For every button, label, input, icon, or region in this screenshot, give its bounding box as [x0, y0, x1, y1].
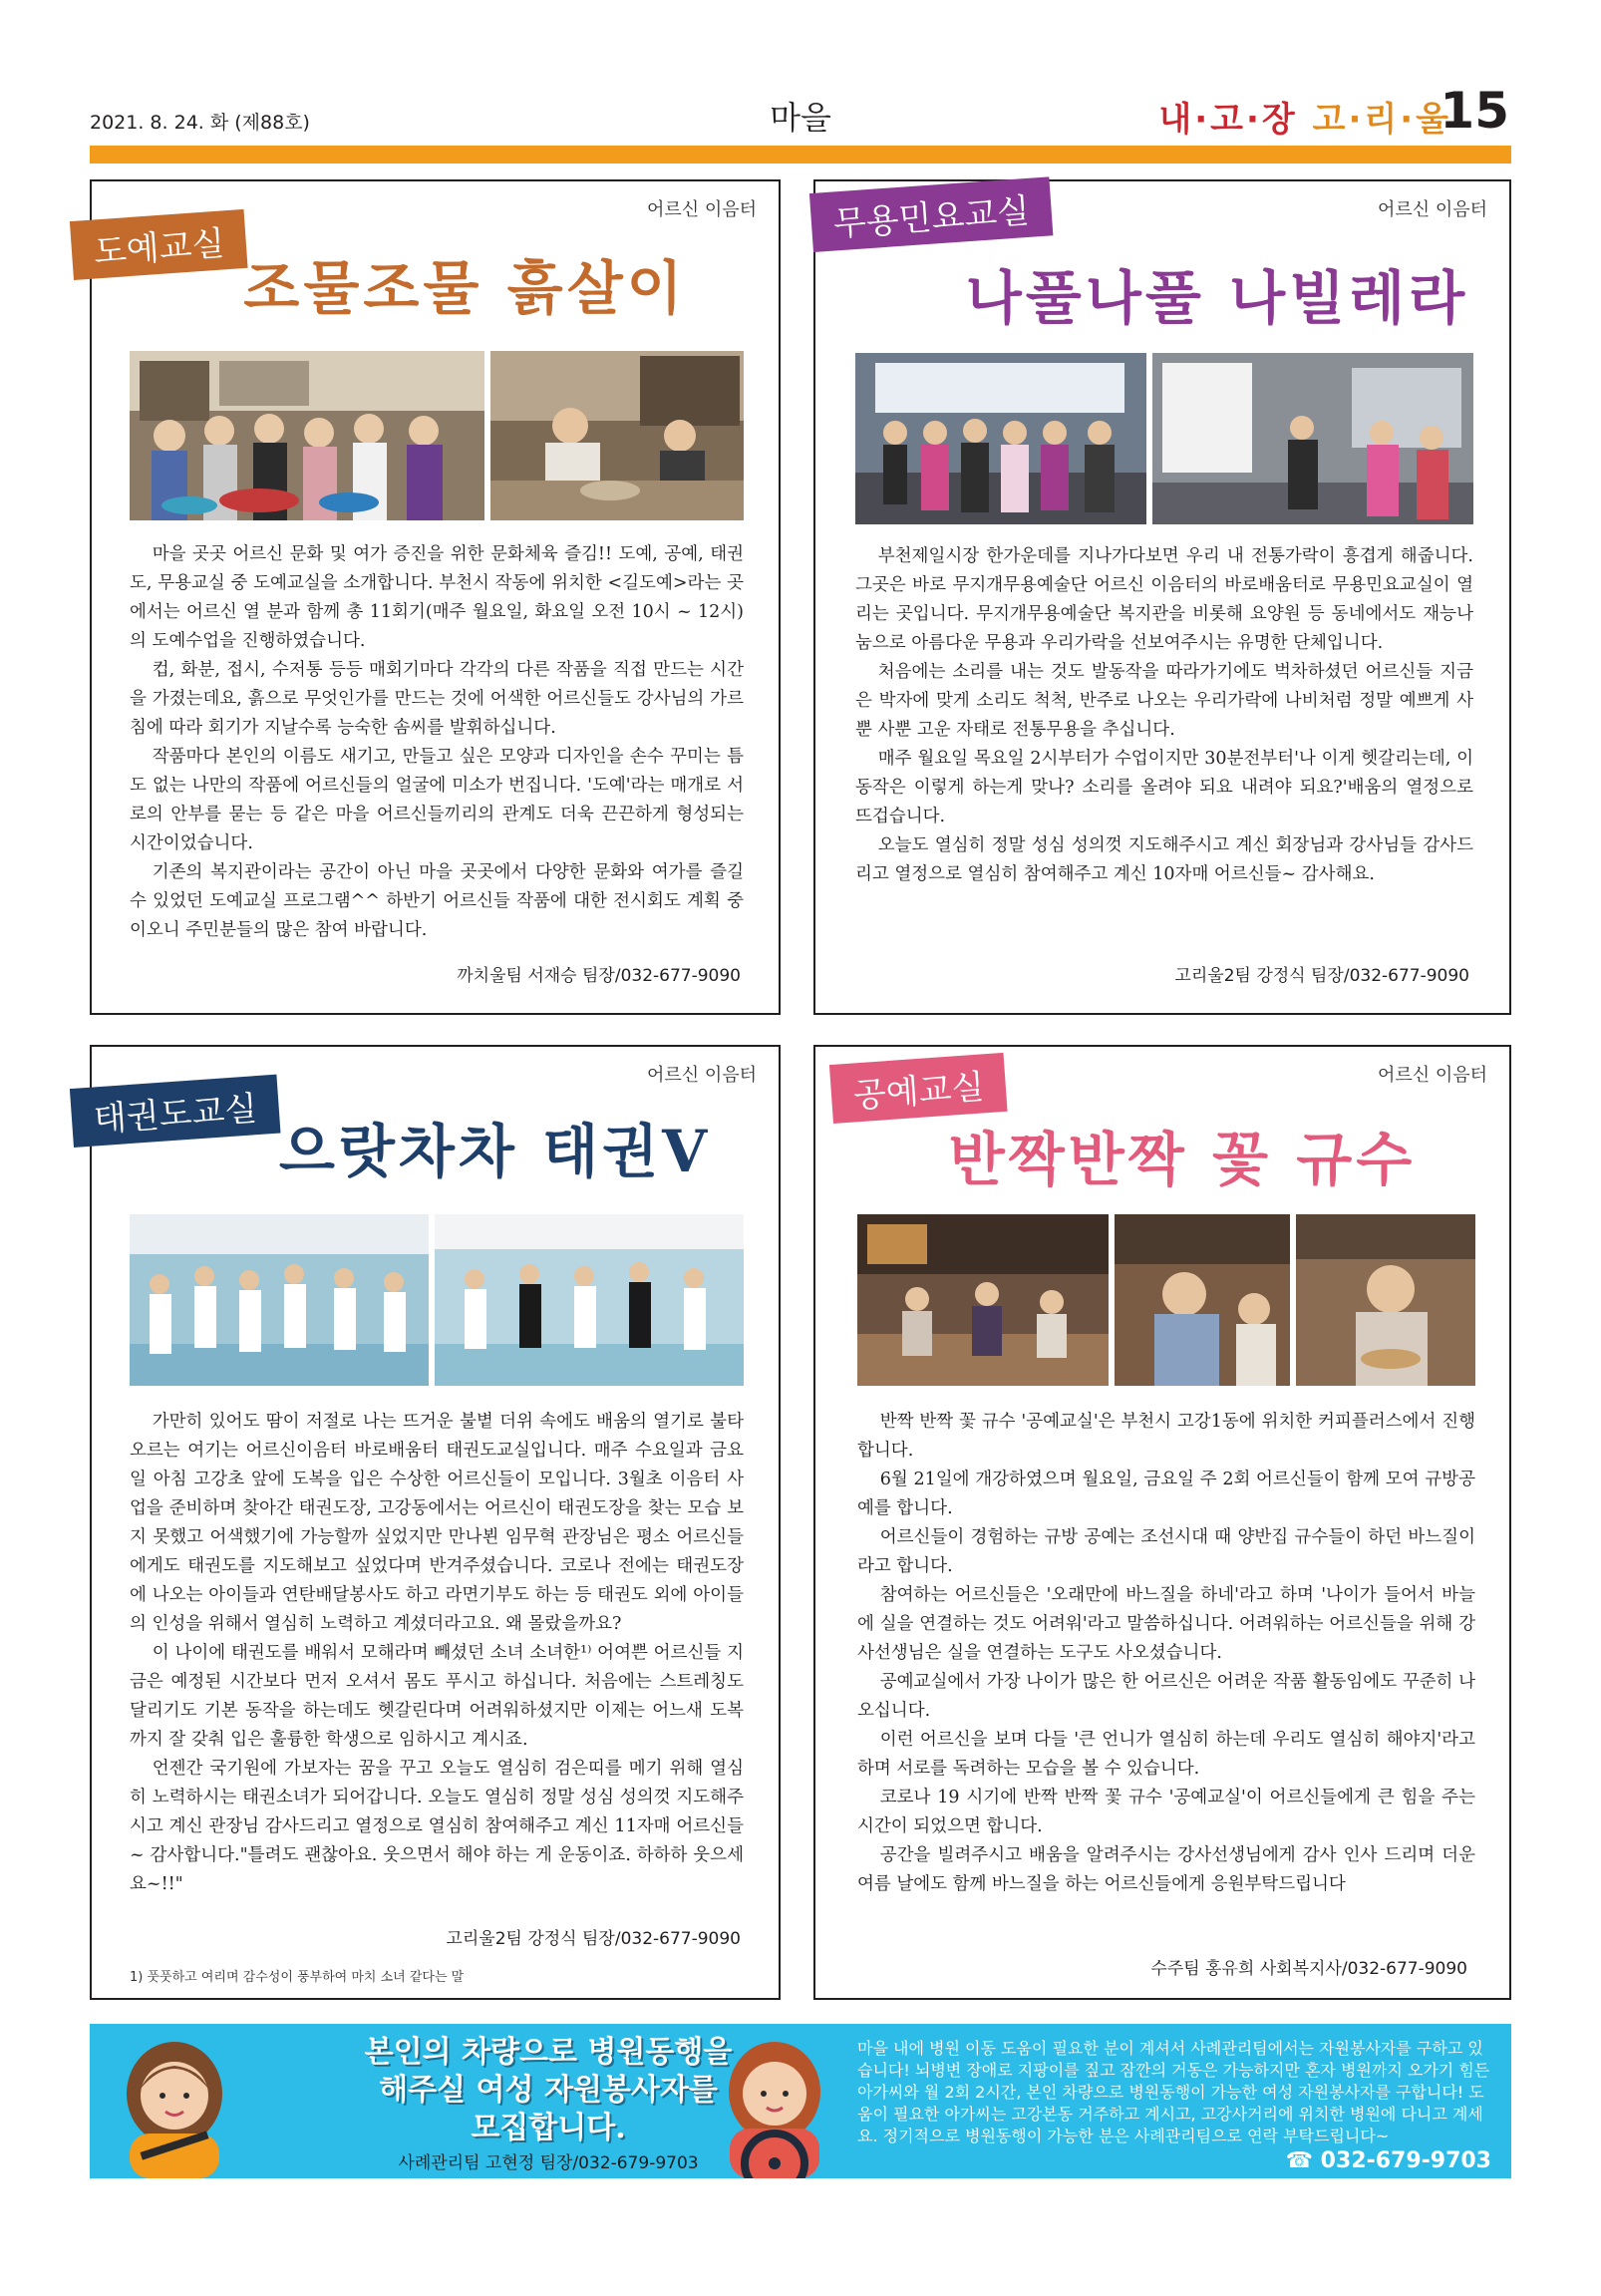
volunteer-woman-illustration-left	[100, 2034, 249, 2178]
article-tag: 도예교실	[70, 209, 248, 280]
photo-crafts-cafe	[857, 1214, 1109, 1386]
article-signature: 고리울2팀 강정식 팀장/032-677-9090	[1174, 966, 1469, 986]
banner-phone: ☎ 032-679-9703	[1285, 2148, 1491, 2173]
photo-crafts-sewing	[1115, 1214, 1290, 1386]
brand-part-2: 고·리·울	[1312, 100, 1451, 140]
page-number: 15	[1440, 82, 1509, 140]
article-paragraph: 가만히 있어도 땀이 저절로 나는 뜨거운 불볕 더위 속에도 배움의 열기로 불타오르는 여기는 어르신이음터 바로배움터 태권도교실입니다. 매주 수요일과 금요일 아침 고강초 앞에 도복을 입은 수상한 어르신들이 모입니다. 3월초 이음터 사업을 준비하며 찾아간 태권도장, 고강동에서는 어르신이 태권도장을 찾는 모습 보지 못했고 어색했기에 가능할까 싶었지만 만나뵌 임무혁 관장님은 평소 어르신들에게도 태권도를 지도해보고 싶었다며 반겨주셨습니다. 코로나 전에는 태권도장에 나오는 아이들과 연탄배달봉사도 하고 라면기부도 하는 등 태권도 외에 아이들의 인성을 위해서 열심히 노력하고 계셨더라고요. 왜 몰랐을까요?	[130, 1412, 744, 1634]
header-rule	[90, 146, 1511, 164]
article-tag: 공예교실	[829, 1053, 1008, 1124]
article-crafts	[813, 1045, 1511, 2000]
article-corner-label: 어르신 이음터	[646, 199, 757, 220]
article-signature: 고리울2팀 강정식 팀장/032-677-9090	[446, 1929, 741, 1949]
photo-pottery-work	[490, 351, 744, 520]
article-corner-label: 어르신 이음터	[1377, 199, 1487, 220]
article-paragraph: 기존의 복지관이라는 공간이 아닌 마을 곳곳에서 다양한 문화와 여가를 즐길 수 있었던 도예교실 프로그램^^ 하반기 어르신들 작품에 대한 전시회도 계획 중이오니 주민분들의 많은 참여 바랍니다.	[130, 862, 744, 940]
brand-logo	[1158, 92, 1451, 141]
article-photos	[130, 1214, 744, 1386]
article-body	[130, 1408, 744, 1899]
banner-headline-line: 본인의 차량으로 병원동행을	[364, 2035, 733, 2070]
article-corner-label: 어르신 이음터	[1377, 1065, 1487, 1086]
banner-contact: 사례관리팀 고현정 팀장/032-679-9703	[398, 2153, 699, 2173]
issue-date: 2021. 8. 24. 화 (제88호)	[90, 112, 310, 134]
article-signature: 수주팀 홍유희 사회복지사/032-677-9090	[1150, 1959, 1467, 1979]
photo-crafts-needlework	[1296, 1214, 1475, 1386]
article-paragraph: 참여하는 어르신들은 '오래만에 바느질을 하네'라고 하며 '나이가 들어서 바늘에 실을 연결하는 것도 어려워'라고 말씀하십니다. 어려워하는 어르신들을 위해 강사선생님은 실을 연결하는 도구도 사오셨습니다.	[857, 1585, 1475, 1663]
article-photos	[130, 351, 744, 520]
article-paragraph: 처음에는 소리를 내는 것도 발동작을 따라가기에도 벅차하셨던 어르신들 지금은 박자에 맞게 소리도 척척, 반주로 나오는 우리가락에 나비처럼 정말 예쁘게 사뿐 사뿐 고운 자태로 전통무용을 추십니다.	[855, 662, 1473, 740]
article-title: 나풀나풀 나빌레라	[965, 264, 1469, 332]
article-footnote: 1) 풋풋하고 여리며 감수성이 풍부하여 마치 소녀 같다는 말	[130, 1970, 465, 1985]
banner-headline-line: 해주실 여성 자원봉사자를	[379, 2073, 718, 2108]
article-dance	[813, 179, 1511, 1015]
article-paragraph: 컵, 화분, 접시, 수저통 등등 매회기마다 각각의 다른 작품을 직접 만드는 시간을 가졌는데요, 흙으로 무엇인가를 만드는 것에 어색한 어르신들도 강사님의 가르침에 따라 회기가 지날수록 능숙한 솜씨를 발휘하십니다.	[130, 660, 744, 738]
article-paragraph: 이 나이에 태권도를 배워서 모해라며 빼셨던 소녀 소녀한¹⁾ 어여쁜 어르신들 지금은 예정된 시간보다 먼저 오셔서 몸도 푸시고 하십니다. 처음에는 스트레칭도 달리기도 기본 동작을 하는데도 헷갈린다며 어려워하셨지만 이제는 어느새 도복까지 잘 갖춰 입은 훌륭한 학생으로 임하시고 계시죠.	[130, 1643, 744, 1750]
article-paragraph: 이런 어르신을 보며 다들 '큰 언니가 열심히 하는데 우리도 열심히 해야지'라고 하며 서로를 독려하는 모습을 볼 수 있습니다.	[857, 1730, 1475, 1779]
article-title: 조물조물 흙살이	[243, 254, 687, 322]
banner-description: 마을 내에 병원 이동 도움이 필요한 분이 계셔서 사례관리팀에서는 자원봉사자를 구하고 있습니다! 뇌병변 장애로 지팡이를 짚고 잠깐의 거동은 가능하지만 혼자 병원까지 오가기 힘든 아가씨와 월 2회 2시간, 본인 차량으로 병원동행이 가능한 여성 자원봉사자를 구합니다! 도움이 필요한 아가씨는 고강본동 거주하고 계시고, 고강사거리에 위치한 병원에 다니고 계세요. 정기적으로 병원동행이 가능한 분은 사례관리팀으로 연락 부탁드립니다~	[857, 2039, 1490, 2145]
article-photos	[857, 1214, 1475, 1386]
article-tag: 무용민요교실	[809, 176, 1054, 252]
article-body	[855, 542, 1473, 889]
article-paragraph: 언젠간 국기원에 가보자는 꿈을 꾸고 오늘도 열심히 검은띠를 메기 위해 열심히 노력하시는 태권소녀가 되어갑니다. 오늘도 열심히 정말 성심 성의껏 지도해주시고 계신 관장님 감사드리고 열정으로 열심히 참여해주고 계신 11자매 어르신들~ 감사합니다."틀려도 괜찮아요. 웃으면서 해야 하는 게 운동이죠. 하하하 웃으세요~!!"	[130, 1759, 744, 1894]
volunteer-driver-illustration-right	[700, 2034, 849, 2178]
article-signature: 까치울팀 서재승 팀장/032-677-9090	[457, 966, 741, 986]
article-paragraph: 작품마다 본인의 이름도 새기고, 만들고 싶은 모양과 디자인을 손수 꾸미는 틈도 없는 나만의 작품에 어르신들의 얼굴에 미소가 번집니다. '도예'라는 매개로 서로의 안부를 묻는 등 같은 마을 어르신들끼리의 관계도 더욱 끈끈하게 형성되는 시간이었습니다.	[130, 747, 744, 853]
article-paragraph: 공예교실에서 가장 나이가 많은 한 어르신은 어려운 작품 활동임에도 꾸준히 나오십니다.	[857, 1672, 1475, 1721]
photo-taekwondo-class	[435, 1214, 744, 1386]
article-paragraph: 부천제일시장 한가운데를 지나가다보면 우리 내 전통가락이 흥겹게 해줍니다. 그곳은 바로 무지개무용예술단 어르신 이음터의 바로배움터로 무용민요교실이 열리는 곳입니다. 무지개무용예술단 복지관을 비롯해 요양원 등 동네에서도 재능나눔으로 아름다운 무용과 우리가락을 선보여주시는 유명한 단체입니다.	[855, 546, 1473, 653]
volunteer-banner	[90, 2024, 1511, 2178]
article-paragraph: 6월 21일에 개강하였으며 월요일, 금요일 주 2회 어르신들이 함께 모여 규방공예를 합니다.	[857, 1470, 1475, 1518]
section-title: 마을	[770, 99, 831, 137]
article-paragraph: 마을 곳곳 어르신 문화 및 여가 증진을 위한 문화체육 즐김!! 도예, 공예, 태권도, 무용교실 중 도예교실을 소개합니다. 부천시 작동에 위치한 <길도예>라는 곳에서는 어르신 열 분과 함께 총 11회기(매주 월요일, 화요일 오전 10시 ~ 12시)의 도예수업을 진행하였습니다.	[130, 544, 744, 651]
photo-taekwondo-practice	[130, 1214, 429, 1386]
article-paragraph: 공간을 빌려주시고 배움을 알려주시는 강사선생님에게 감사 인사 드리며 더운 여름 날에도 함께 바느질을 하는 어르신들에게 응원부탁드립니다	[857, 1845, 1475, 1894]
article-body	[857, 1408, 1475, 1899]
article-taekwondo	[90, 1045, 781, 2000]
article-paragraph: 오늘도 열심히 정말 성심 성의껏 지도해주시고 계신 회장님과 강사님들 감사드리고 열정으로 열심히 참여해주고 계신 10자매 어르신들~ 감사해요.	[855, 835, 1473, 884]
banner-headline-line: 모집합니다.	[471, 2111, 626, 2145]
article-pottery	[90, 179, 781, 1015]
photo-dance-group	[855, 353, 1146, 524]
article-paragraph: 매주 월요일 목요일 2시부터가 수업이지만 30분전부터'나 이게 헷갈리는데, 이 동작은 이렇게 하는게 맞나? 소리를 올려야 되요 내려야 되요?'배움의 열정으로 뜨겁습니다.	[855, 749, 1473, 826]
brand-part-1: 내·고·장	[1158, 100, 1298, 140]
article-title: 반짝반짝 꽃 규수	[948, 1126, 1417, 1193]
article-tag: 태권도교실	[70, 1075, 281, 1148]
photo-dance-performance	[1152, 353, 1473, 524]
article-paragraph: 코로나 19 시기에 반짝 반짝 꽃 규수 '공예교실'이 어르신들에게 큰 힘을 주는 시간이 되었으면 합니다.	[857, 1788, 1475, 1836]
article-body	[130, 540, 744, 945]
article-paragraph: 반짝 반짝 꽃 규수 '공예교실'은 부천시 고강1동에 위치한 커피플러스에서 진행합니다.	[857, 1412, 1475, 1461]
article-photos	[855, 353, 1473, 524]
photo-pottery-group	[130, 351, 484, 520]
article-paragraph: 어르신들이 경험하는 규방 공예는 조선시대 때 양반집 규수들이 하던 바느질이라고 합니다.	[857, 1527, 1475, 1576]
article-corner-label: 어르신 이음터	[646, 1065, 757, 1086]
article-title: 으랏차차 태권V	[278, 1118, 712, 1185]
